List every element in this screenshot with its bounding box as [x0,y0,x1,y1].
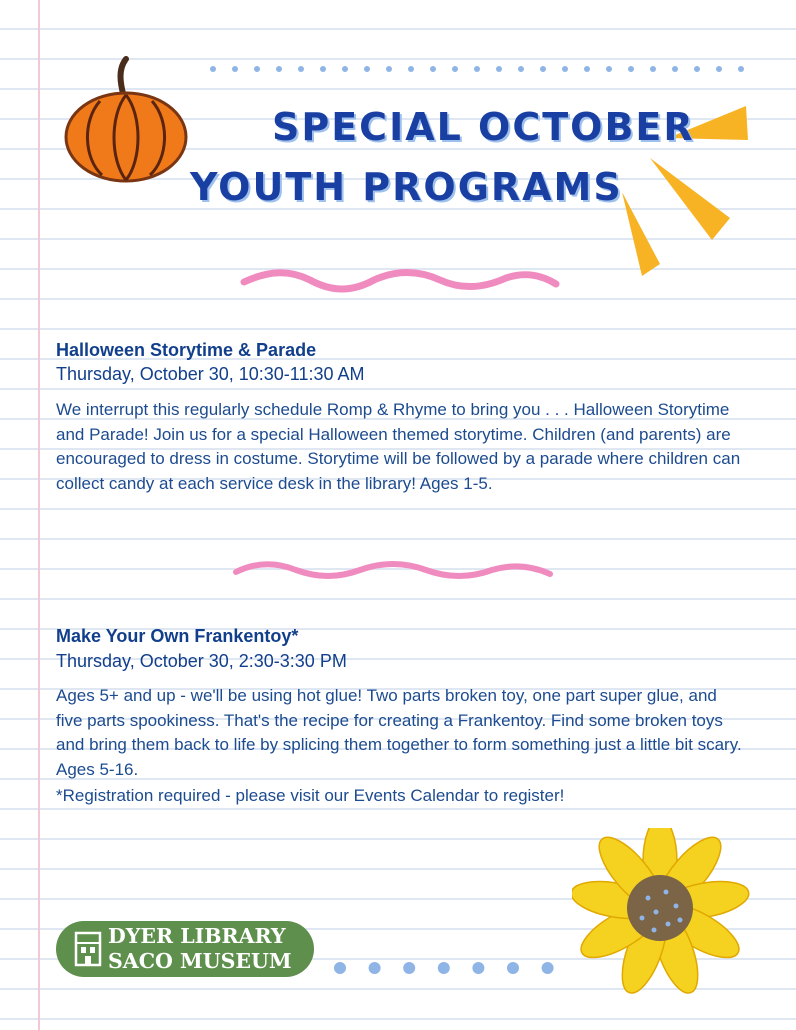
pumpkin-icon [60,55,192,185]
event-2-date: Thursday, October 30, 2:30-3:30 PM [56,651,347,671]
event-1-title: Halloween Storytime & Parade [56,340,317,360]
bottom-dotted-border [330,958,560,978]
library-building-icon [74,931,102,967]
registration-note: *Registration required - please visit our Events Calendar to register! [56,786,565,805]
event-2-title: Make Your Own Frankentoy* [56,626,299,646]
dyer-library-logo [56,921,314,977]
event-2-description: Ages 5+ and up - we'll be using hot glue! Two parts broken toy, one part super glue, and five parts spookiness. That's the recipe for creating a Frankentoy. Find some broken toys and bring them back to life by splicing them together to form something just a little bit scary. Ages 5-16. [56,686,742,779]
title-line-1: SPECIAL OCTOBER [272,105,695,149]
pink-squiggle-divider [232,556,554,586]
logo-line-2: SACO MUSEUM [108,949,292,973]
title-line-2: YOUTH PROGRAMS [190,165,623,209]
event-1-description: We interrupt this regularly schedule Romp & Rhyme to bring you . . . Halloween Storytime and Parade! Join us for a special Halloween themed storytime. Children (and parents) are encouraged to dress in costume. Storytime will be followed by a parade where children can collect candy at each service desk in the library! Ages 1-5. [56,400,741,493]
notebook-margin-line [38,0,40,1030]
event-1-date: Thursday, October 30, 10:30-11:30 AM [56,364,365,384]
pink-squiggle-divider [240,262,560,298]
top-dotted-border [205,60,765,80]
logo-line-1: DYER LIBRARY [108,924,286,948]
sunflower-icon [572,828,758,1000]
